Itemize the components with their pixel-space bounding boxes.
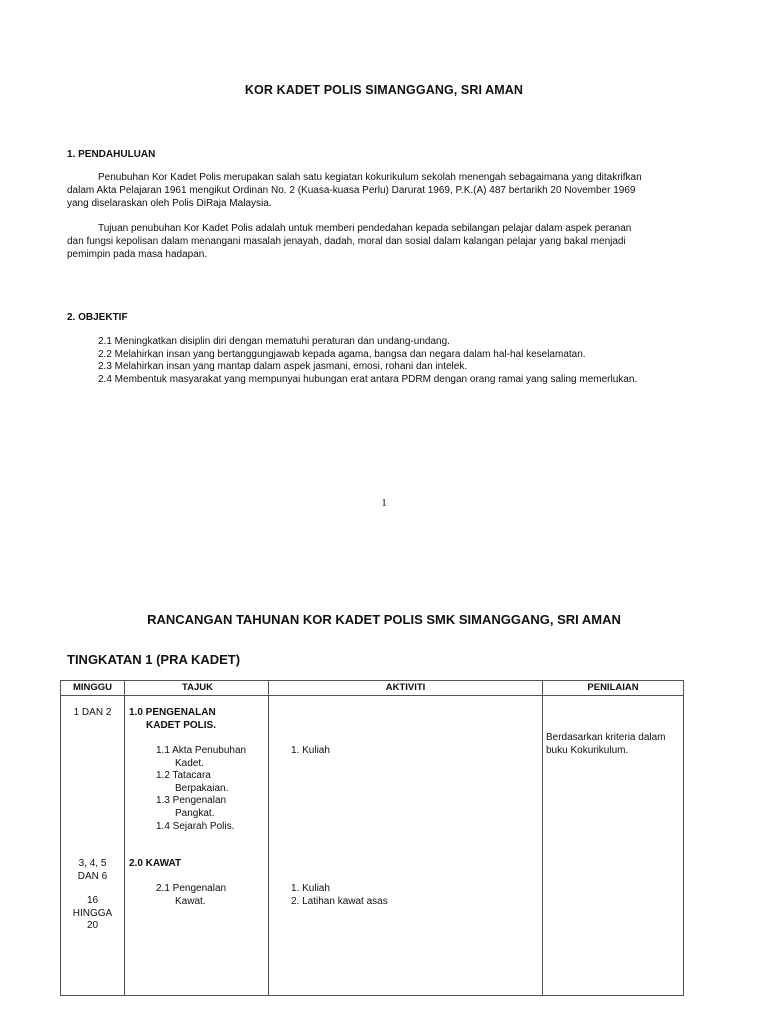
aktiviti-item: 2. Latihan kawat asas (291, 895, 388, 907)
aktiviti-cell (291, 745, 330, 758)
section-heading-objektif: 2. OBJEKTIF (67, 312, 128, 323)
paragraph-line: pemimpin pada masa hadapan. (67, 248, 208, 260)
subtopic-line: 1.1 Akta Penubuhan (156, 745, 247, 756)
document-title: KOR KADET POLIS SIMANGGANG, SRI AMAN (244, 83, 524, 97)
subtopic-line: Pangkat. (175, 807, 215, 819)
tajuk-subtopics (156, 883, 226, 908)
minggu-cell (61, 895, 124, 933)
paragraph-tujuan (67, 223, 707, 261)
tajuk-subtopics (156, 745, 246, 833)
paragraph-line: Penubuhan Kor Kadet Polis merupakan salah satu kegiatan kokurikulum sekolah menengah sebagaimana yang ditakrifkan (98, 172, 642, 183)
subtopic-line: Kawat. (175, 895, 206, 907)
subtopic-line: Kadet. (175, 757, 204, 769)
column-divider (542, 681, 543, 995)
header-penilaian: PENILAIAN (587, 682, 639, 693)
tajuk-main: 2.0 KAWAT (129, 858, 182, 869)
objective-item: 2.3 Melahirkan insan yang mantap dalam aspek jasmani, emosi, rohani dan intelek. (98, 361, 468, 373)
subtopic-line: Berpakaian. (175, 782, 229, 794)
aktiviti-item: 1. Kuliah (291, 883, 330, 894)
column-divider (124, 681, 125, 995)
penilaian-cell (546, 732, 666, 757)
plan-title: RANCANGAN TAHUNAN KOR KADET POLIS SMK SIMANGGANG, SRI AMAN (147, 612, 621, 627)
objective-item: 2.2 Melahirkan insan yang bertanggungjawab kepada agama, bangsa dan negara dalam hal-hal keselamatan. (98, 348, 586, 360)
header-tajuk: TAJUK (182, 682, 213, 693)
subtopic-line: 1.2 Tatacara (156, 770, 211, 782)
minggu-line: 16 (86, 895, 99, 906)
paragraph-line: dalam Akta Pelajaran 1961 mengikut Ordinan No. 2 (Kuasa-kuasa Perlu) Darurat 1969, P.K.(A) 487 bertarikh 20 November 1969 (67, 184, 636, 196)
tingkatan-heading: TINGKATAN 1 (PRA KADET) (67, 652, 241, 667)
page-number: 1 (381, 497, 387, 509)
minggu-line: HINGGA (72, 907, 113, 919)
header-minggu: MINGGU (72, 682, 113, 693)
minggu-cell: 1 DAN 2 (73, 707, 112, 718)
subtopic-line: 1.3 Pengenalan (156, 795, 227, 807)
tajuk-main-line: 1.0 PENGENALAN (129, 707, 216, 718)
paragraph-line: Tujuan penubuhan Kor Kadet Polis adalah untuk memberi pendedahan kepada sebilangan pelajar dalam aspek peranan (98, 223, 632, 234)
tajuk-main (129, 707, 216, 732)
aktiviti-cell (291, 883, 388, 908)
subtopic-line: 1.4 Sejarah Polis. (156, 820, 235, 832)
tajuk-main-line: KADET POLIS. (146, 719, 217, 731)
column-divider (268, 681, 269, 995)
minggu-line: DAN 6 (77, 870, 108, 882)
objective-item: 2.4 Membentuk masyarakat yang mempunyai hubungan erat antara PDRM dengan orang ramai yang saling memerlukan. (98, 374, 638, 386)
minggu-line: 20 (86, 920, 99, 932)
penilaian-line: Berdasarkan kriteria dalam (546, 732, 666, 743)
penilaian-line: buku Kokurikulum. (546, 744, 629, 756)
header-aktiviti: AKTIVITI (385, 682, 426, 693)
subtopic-line: 2.1 Pengenalan (156, 883, 227, 894)
aktiviti-item: 1. Kuliah (291, 745, 330, 756)
rancangan-table (60, 680, 684, 996)
minggu-line: 3, 4, 5 (78, 858, 107, 869)
section-heading-pendahuluan: 1. PENDAHULUAN (67, 149, 156, 160)
objective-item: 2.1 Meningkatkan disiplin diri dengan mematuhi peraturan dan undang-undang. (98, 336, 450, 347)
paragraph-line: yang diselaraskan oleh Polis DiRaja Malaysia. (67, 197, 272, 209)
objective-list (98, 336, 637, 387)
paragraph-line: dan fungsi kepolisan dalam menangani masalah jenayah, dadah, moral dan sosial dalam kalangan pelajar yang bakal menjadi (67, 235, 626, 247)
paragraph-penubuhan (67, 172, 707, 210)
minggu-cell (61, 858, 124, 883)
